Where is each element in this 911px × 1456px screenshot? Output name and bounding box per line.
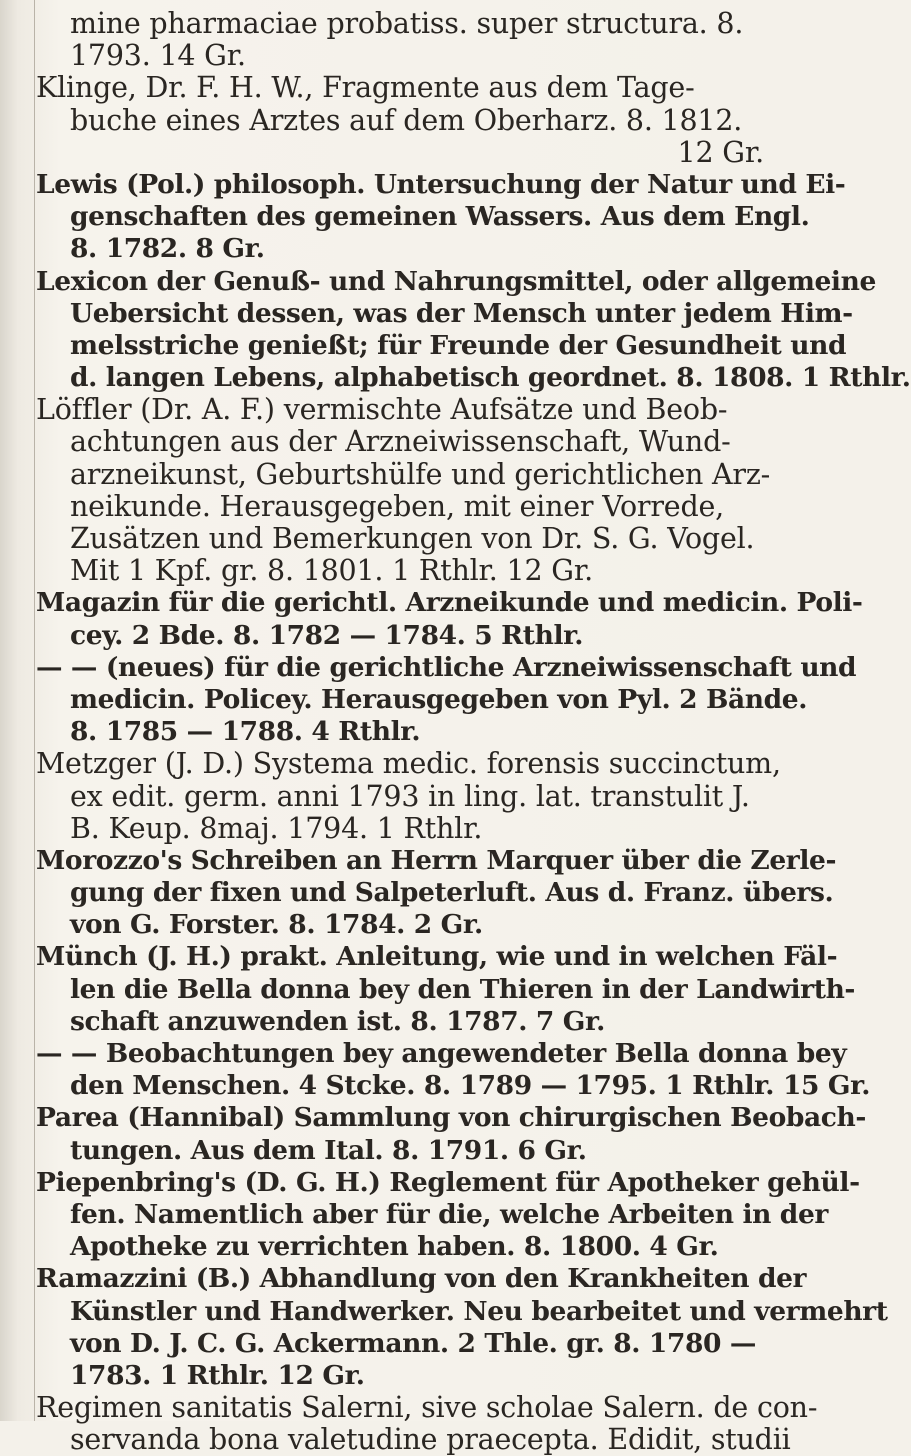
catalogue-line: Metzger (J. D.) Systema medic. forensis succinctum,: [36, 747, 781, 781]
catalogue-line: — — (neues) für die gerichtliche Arzneiwissenschaft und: [36, 651, 857, 683]
catalogue-line: von G. Forster. 8. 1784. 2 Gr.: [70, 909, 483, 941]
catalogue-line: medicin. Policey. Herausgegeben von Pyl. 2 Bände.: [70, 683, 808, 715]
catalogue-line: 1793. 14 Gr.: [70, 39, 246, 73]
catalogue-line: 1783. 1 Rthlr. 12 Gr.: [70, 1359, 365, 1391]
catalogue-line: achtungen aus der Arzneiwissenschaft, Wund-: [70, 425, 731, 459]
catalogue-line: melsstriche genießt; für Freunde der Gesundheit und: [70, 329, 847, 361]
catalogue-line: Piepenbring's (D. G. H.) Reglement für Apotheker gehül-: [36, 1166, 860, 1198]
catalogue-line: den Menschen. 4 Stcke. 8. 1789 — 1795. 1 Rthlr. 15 Gr.: [70, 1070, 871, 1102]
catalogue-line: ex edit. germ. anni 1793 in ling. lat. transtulit J.: [70, 779, 750, 813]
catalogue-line: Parea (Hannibal) Sammlung von chirurgischen Beobach-: [36, 1102, 866, 1134]
catalogue-line: B. Keup. 8maj. 1794. 1 Rthlr.: [70, 811, 483, 845]
catalogue-line: Zusätzen und Bemerkungen von Dr. S. G. Vogel.: [70, 522, 755, 555]
catalogue-line: len die Bella donna bey den Thieren in der Landwirth-: [70, 973, 856, 1005]
catalogue-line: d. langen Lebens, alphabetisch geordnet. 8. 1808. 1 Rthlr.: [70, 362, 911, 394]
catalogue-line: von D. J. C. G. Ackermann. 2 Thle. gr. 8. 1780 —: [70, 1327, 756, 1359]
catalogue-line: Künstler und Handwerker. Neu bearbeitet und vermehrt: [70, 1295, 888, 1327]
catalogue-line: schaft anzuwenden ist. 8. 1787. 7 Gr.: [70, 1005, 605, 1037]
catalogue-line: mine pharmaciae probatiss. super structura. 8.: [70, 7, 744, 40]
catalogue-line: servanda bona valetudine praecepta. Edidit, studii: [70, 1423, 791, 1456]
catalogue-line: cey. 2 Bde. 8. 1782 — 1784. 5 Rthlr.: [70, 619, 584, 651]
catalogue-line: 8. 1785 — 1788. 4 Rthlr.: [70, 716, 421, 748]
catalogue-line: Löffler (Dr. A. F.) vermischte Aufsätze und Beob-: [36, 393, 728, 427]
catalogue-line: buche eines Arztes auf dem Oberharz. 8. 1812.: [70, 103, 743, 137]
page-gutter: [34, 0, 35, 1421]
catalogue-line: Ramazzini (B.) Abhandlung von den Krankheiten der: [36, 1263, 807, 1295]
catalogue-line: Morozzo's Schreiben an Herrn Marquer über die Zerle-: [36, 844, 837, 876]
catalogue-line: fen. Namentlich aber für die, welche Arbeiten in der: [70, 1198, 828, 1230]
catalogue-line: neikunde. Herausgegeben, mit einer Vorrede,: [70, 489, 725, 523]
catalogue-line: gung der fixen und Salpeterluft. Aus d. Franz. übers.: [70, 877, 834, 909]
catalogue-line: tungen. Aus dem Ital. 8. 1791. 6 Gr.: [70, 1134, 587, 1166]
catalogue-line: Regimen sanitatis Salerni, sive scholae Salern. de con-: [36, 1391, 818, 1425]
catalogue-line: genschaften des gemeinen Wassers. Aus dem Engl.: [70, 201, 810, 233]
catalogue-line: Mit 1 Kpf. gr. 8. 1801. 1 Rthlr. 12 Gr.: [70, 554, 593, 588]
catalogue-entries: [36, 7, 911, 1456]
catalogue-line: Münch (J. H.) prakt. Anleitung, wie und in welchen Fäl-: [36, 941, 838, 973]
catalogue-line: 12 Gr.: [677, 135, 764, 169]
catalogue-line: Klinge, Dr. F. H. W., Fragmente aus dem Tage-: [36, 71, 695, 105]
catalogue-line: Magazin für die gerichtl. Arzneikunde und medicin. Poli-: [36, 587, 863, 619]
catalogue-line: Lexicon der Genuß- und Nahrungsmittel, oder allgemeine: [36, 265, 876, 297]
catalogue-line: arzneikunst, Geburtshülfe und gerichtlichen Arz-: [70, 457, 771, 491]
catalogue-line: Uebersicht dessen, was der Mensch unter jedem Him-: [70, 297, 853, 329]
catalogue-line: 8. 1782. 8 Gr.: [70, 233, 265, 265]
catalogue-line: — — Beobachtungen bey angewendeter Bella donna bey: [36, 1038, 847, 1069]
catalogue-line: Apotheke zu verrichten haben. 8. 1800. 4 Gr.: [70, 1231, 719, 1263]
catalogue-line: Lewis (Pol.) philosoph. Untersuchung der Natur und Ei-: [36, 168, 846, 200]
